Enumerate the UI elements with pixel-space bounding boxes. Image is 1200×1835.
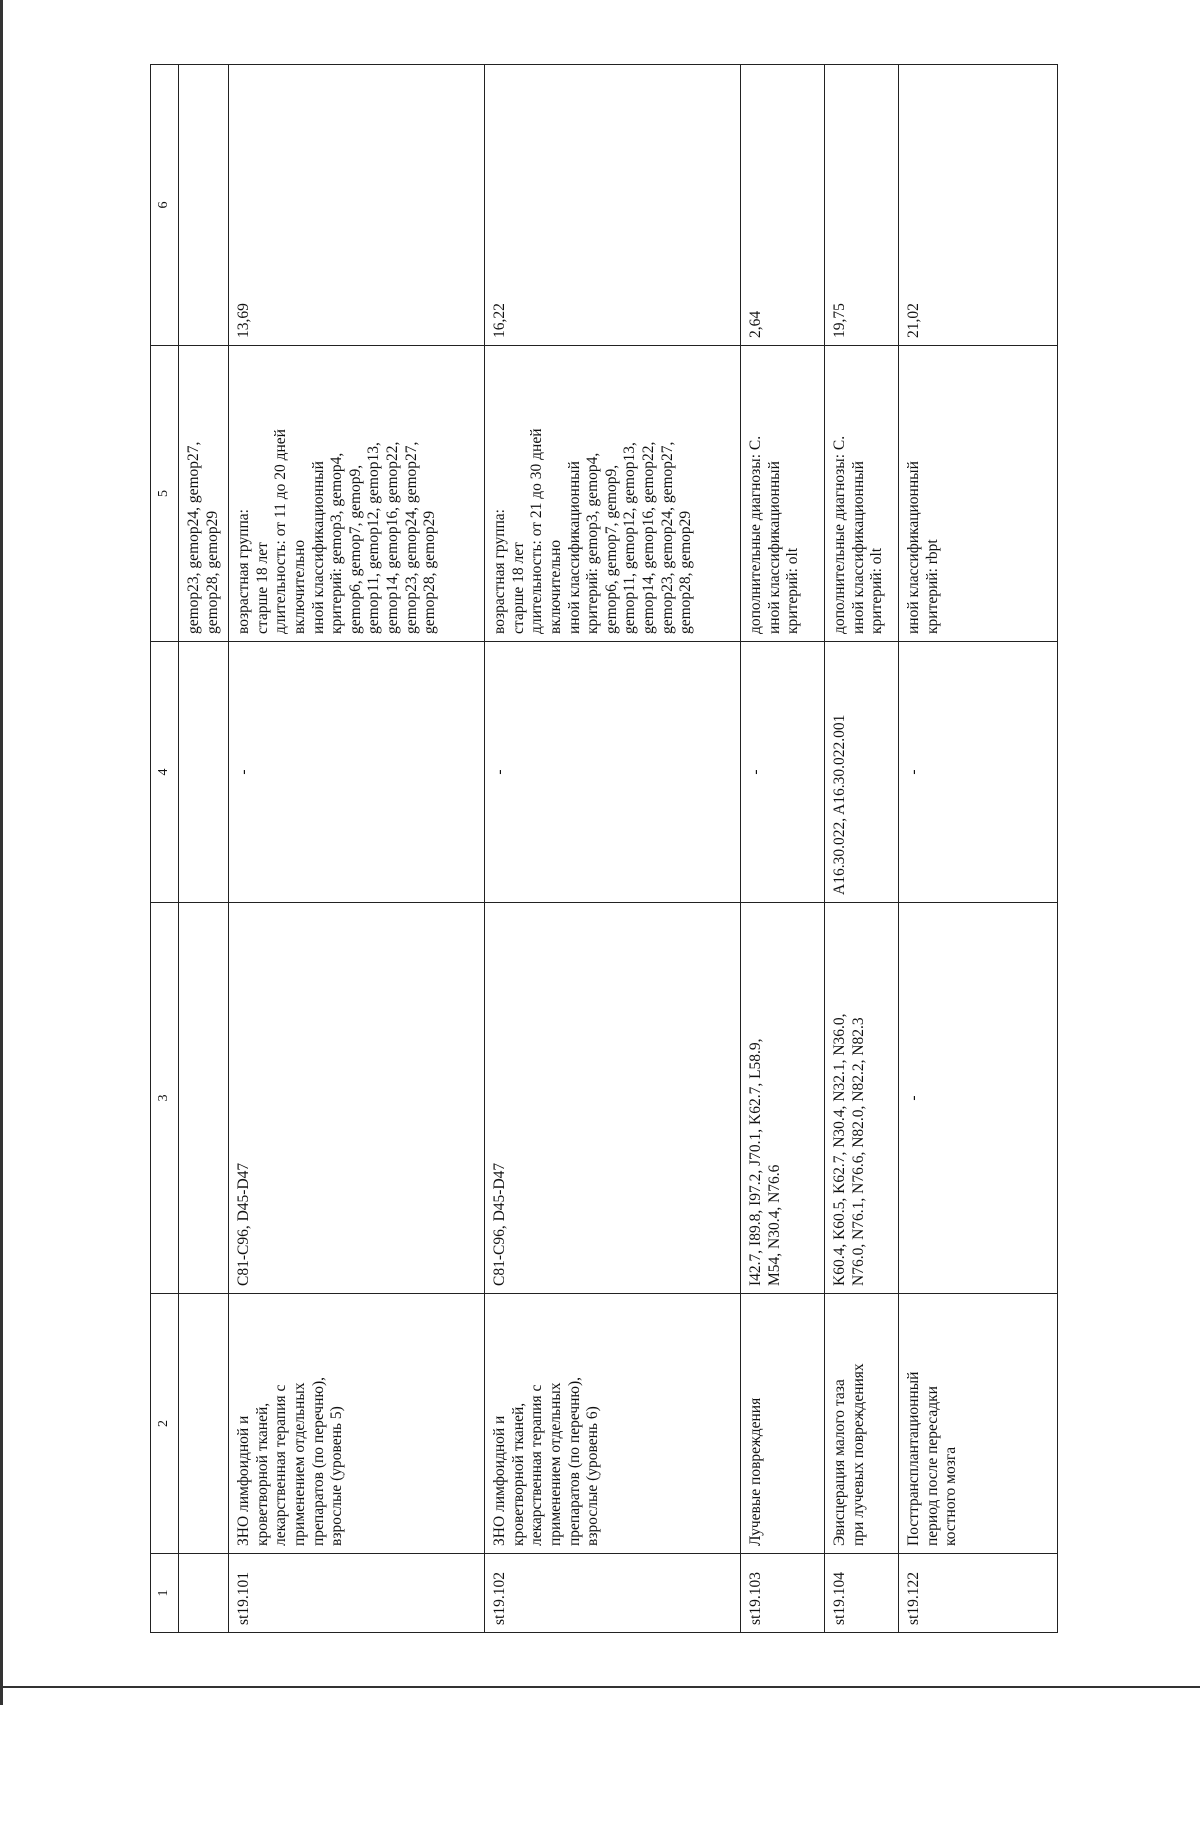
name-line: при лучевых повреждениях (849, 1363, 867, 1546)
criteria-line: длительность: от 11 до 20 дней (272, 429, 290, 634)
table-row (899, 65, 1058, 1633)
criteria-line: старше 18 лет (253, 542, 271, 634)
diagnosis-line: M54, N30.4, N76.6 (765, 1164, 783, 1286)
code-cell: st19.101 (229, 1554, 485, 1633)
coefficient-cell: 21,02 (899, 65, 1058, 346)
criteria-line: критерий: gemop3, gemop4, (584, 452, 602, 634)
criteria-cell (485, 346, 741, 642)
service-cell (179, 642, 229, 903)
name-cell (741, 1294, 825, 1554)
tariff-table (150, 64, 1058, 1633)
criteria-line: gemop14, gemop16, gemop22, (639, 441, 657, 634)
scan-left-edge (0, 0, 3, 1705)
table-row (229, 65, 485, 1633)
name-line: кроветворной тканей, (253, 1402, 271, 1546)
criteria-cell (899, 346, 1058, 642)
criteria-line: критерий: olt (868, 547, 886, 634)
service-cell: A16.30.022, A16.30.022.001 (825, 642, 899, 903)
name-cell (825, 1294, 899, 1554)
criteria-line: возрастная группа: (491, 509, 509, 634)
column-header: 6 (151, 65, 179, 346)
column-header: 1 (151, 1554, 179, 1633)
coefficient-cell: 19,75 (825, 65, 899, 346)
table-row (825, 65, 899, 1633)
criteria-line: gemop23, gemop24, gemop27, (658, 441, 676, 634)
criteria-line: gemop6, gemop7, gemop9, (602, 464, 620, 634)
diagnosis-line: I42.7, I89.8, I97.2, J70.1, K62.7, L58.9, (747, 1038, 765, 1286)
criteria-line: gemop14, gemop16, gemop22, (383, 441, 401, 634)
criteria-line: gemop23, gemop24, gemop27, (402, 441, 420, 634)
name-line: лекарственная терапия с (528, 1384, 546, 1546)
diagnosis-cell (825, 903, 899, 1294)
scan-bottom-line (0, 1686, 1200, 1688)
name-cell (485, 1294, 741, 1554)
service-cell: - (899, 642, 1058, 903)
diagnosis-line: C81-C96, D45-D47 (491, 1162, 509, 1286)
name-line: применением отдельных (546, 1382, 564, 1546)
service-cell: - (485, 642, 741, 903)
column-header: 4 (151, 642, 179, 903)
criteria-cell (741, 346, 825, 642)
criteria-cell (229, 346, 485, 642)
criteria-line: иной классификационный (765, 461, 783, 634)
table-row (741, 65, 825, 1633)
criteria-line: gemop11, gemop12, gemop13, (621, 442, 639, 634)
criteria-line: дополнительные диагнозы: C. (831, 435, 849, 634)
diagnosis-cell (485, 903, 741, 1294)
diagnosis-line: - (905, 1095, 923, 1101)
service-cell: - (741, 642, 825, 903)
criteria-line: длительность: от 21 до 30 дней (528, 428, 546, 634)
column-header: 3 (151, 903, 179, 1294)
coefficient-cell (179, 65, 229, 346)
criteria-line: критерий: olt (784, 547, 802, 634)
table-row (485, 65, 741, 1633)
criteria-line: возрастная группа: (235, 509, 253, 634)
diagnosis-line: K60.4, K60.5, K62.7, N30.4, N32.1, N36.0, (831, 1013, 849, 1286)
name-line: период после пересадки (923, 1386, 941, 1546)
name-line: применением отдельных (290, 1382, 308, 1546)
coefficient-cell: 2,64 (741, 65, 825, 346)
name-cell (179, 1294, 229, 1554)
name-line: Посттрансплантационный (905, 1371, 923, 1546)
coefficient-cell: 13,69 (229, 65, 485, 346)
code-cell: st19.102 (485, 1554, 741, 1633)
diagnosis-line: C81-C96, D45-D47 (235, 1162, 253, 1286)
table-header-row (151, 65, 179, 1633)
code-cell: st19.122 (899, 1554, 1058, 1633)
criteria-line: включительно (546, 539, 564, 634)
name-line: костного мозга (942, 1446, 960, 1546)
name-line: ЗНО лимфоидной и (235, 1415, 253, 1546)
rotated-table-wrapper (150, 65, 1055, 1633)
diagnosis-cell (899, 903, 1058, 1294)
criteria-line: иной классификационный (309, 461, 327, 634)
column-header: 5 (151, 346, 179, 642)
criteria-line: критерий: gemop3, gemop4, (328, 452, 346, 634)
code-cell: st19.104 (825, 1554, 899, 1633)
criteria-cell (825, 346, 899, 642)
name-line: лекарственная терапия с (272, 1384, 290, 1546)
code-cell: st19.103 (741, 1554, 825, 1633)
name-line: препаратов (по перечню), (309, 1376, 327, 1546)
criteria-line: иной классификационный (565, 461, 583, 634)
column-header: 2 (151, 1294, 179, 1554)
criteria-line: gemop28, gemop29 (421, 510, 439, 634)
criteria-line: gemop28, gemop29 (203, 510, 221, 634)
name-line: Эвисцерация малого таза (831, 1379, 849, 1546)
name-line: препаратов (по перечню), (565, 1376, 583, 1546)
diagnosis-cell (229, 903, 485, 1294)
criteria-line: дополнительные диагнозы: C. (747, 435, 765, 634)
criteria-line: gemop23, gemop24, gemop27, (185, 441, 202, 634)
service-cell: - (229, 642, 485, 903)
criteria-line: иной классификационный (905, 461, 923, 634)
criteria-line: включительно (290, 539, 308, 634)
diagnosis-cell (741, 903, 825, 1294)
name-line: ЗНО лимфоидной и (491, 1415, 509, 1546)
coefficient-cell: 16,22 (485, 65, 741, 346)
name-line: кроветворной тканей, (509, 1402, 527, 1546)
diagnosis-cell (179, 903, 229, 1294)
criteria-line: старше 18 лет (509, 542, 527, 634)
code-cell (179, 1554, 229, 1633)
diagnosis-line: N76.0, N76.1, N76.6, N82.0, N82.2, N82.3 (849, 1017, 867, 1286)
name-line: Лучевые повреждения (747, 1397, 765, 1546)
criteria-line: иной классификационный (849, 461, 867, 634)
criteria-line: gemop28, gemop29 (677, 510, 695, 634)
name-line: взрослые (уровень 5) (328, 1406, 346, 1546)
criteria-line: критерий: rbpt (923, 539, 941, 634)
criteria-line: gemop11, gemop12, gemop13, (365, 442, 383, 634)
criteria-line: gemop6, gemop7, gemop9, (346, 464, 364, 634)
table-row (179, 65, 229, 1633)
name-cell (899, 1294, 1058, 1554)
name-line: взрослые (уровень 6) (584, 1406, 602, 1546)
name-cell (229, 1294, 485, 1554)
criteria-cell (179, 346, 229, 642)
